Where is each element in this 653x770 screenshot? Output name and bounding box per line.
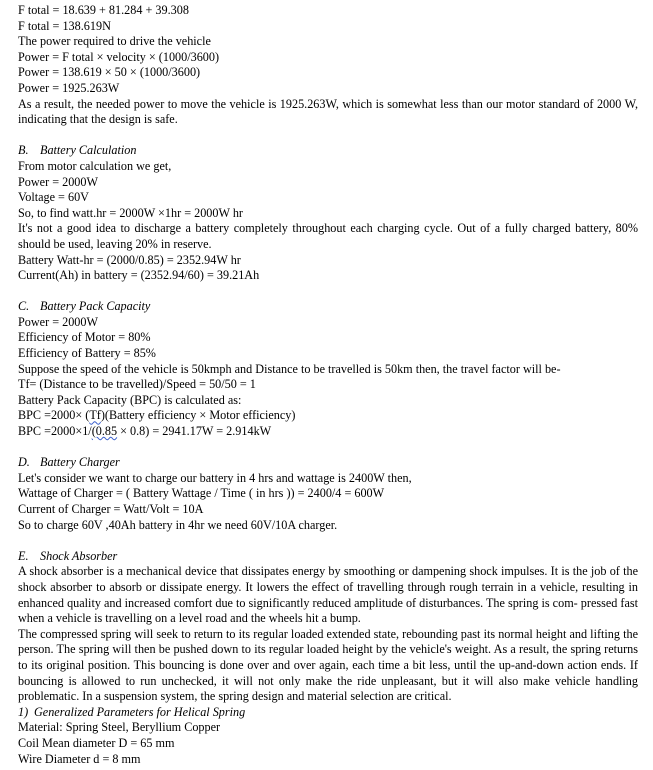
- formula-line: Coil Mean diameter D = 65 mm: [18, 735, 175, 750]
- section-number: D.: [18, 455, 30, 470]
- formula-line: Power = 1925.263W: [18, 80, 120, 95]
- formula-line: Tf= (Distance to be travelled)/Speed = 50/50 = 1: [18, 377, 256, 392]
- section-heading: [18, 455, 638, 471]
- section-heading: [18, 143, 638, 159]
- formula-line: F total = 18.639 + 81.284 + 39.308: [18, 3, 189, 17]
- document-page: [18, 3, 638, 767]
- subsection-number: 1): [18, 704, 29, 719]
- section-number: E.: [18, 548, 29, 563]
- formula-line: Efficiency of Battery = 85%: [18, 346, 156, 361]
- section-title: Battery Calculation: [40, 143, 137, 158]
- section-heading: [18, 299, 638, 315]
- formula-line: Battery Watt-hr = (2000/0.85) = 2352.94W hr: [18, 252, 241, 267]
- shock-absorber-paragraph: A shock absorber is a mechanical device that dissipates energy by smoothing or dampening shock impulses. It is the job of the shock absorber to absorb or dissipate energy. It lowers the effect of travelling through rough terrain in a vehicle, resulting in enhanced quality and increased comfort due to significantly reduced amplitude of disturbances. The spring is com- pressed fast when a vehicle is travelling on a level road and the wheels hit a bump.: [18, 564, 638, 626]
- text-line: Battery Pack Capacity (BPC) is calculated as:: [18, 392, 242, 407]
- formula-line: Power = F total × velocity × (1000/3600): [18, 49, 220, 64]
- power-calculation: [18, 3, 638, 128]
- formula-line: Wattage of Charger = ( Battery Wattage / Time ( in hrs )) = 2400/4 = 600W: [18, 486, 385, 501]
- text-line: So to charge 60V ,40Ah battery in 4hr we need 60V/10A charger.: [18, 517, 338, 532]
- formula-line: Current(Ah) in battery = (2352.94/60) = 39.21Ah: [18, 268, 260, 283]
- bpc-formula-line: BPC =2000× (Tf)(Battery efficiency × Motor efficiency): [18, 408, 296, 423]
- section-number: B.: [18, 143, 29, 158]
- formula-line: Voltage = 60V: [18, 190, 89, 205]
- section-battery-pack-capacity: [18, 299, 638, 439]
- section-battery-charger: [18, 455, 638, 533]
- spellcheck-underline: Tf: [89, 408, 101, 423]
- formula-line: Current of Charger = Watt/Volt = 10A: [18, 502, 204, 516]
- section-heading: [18, 549, 638, 565]
- text-line: Material: Spring Steel, Beryllium Copper: [18, 720, 221, 735]
- formula-line: Wire Diameter d = 8 mm: [18, 751, 141, 766]
- section-shock-absorber: [18, 549, 638, 767]
- text-line: From motor calculation we get,: [18, 158, 172, 173]
- spring-paragraph: The compressed spring will seek to return to its regular loaded extended state, rebounding past its normal height and lifting the person. The spring will then be pushed down to its regular loaded height by the vehicle's weight. As a result, the spring returns to its original position. This bouncing is done over and over again, each time a bit less, until the up-and-down action ends. If bouncing is allowed to run unchecked, it will not only make the ride unpleasant, but it will also make vehicle handling problematic. In a suspension system, the spring design and material selection are critical.: [18, 626, 638, 704]
- formula-line: So, to find watt.hr = 2000W ×1hr = 2000W hr: [18, 205, 243, 220]
- formula-line: Efficiency of Motor = 80%: [18, 330, 151, 345]
- section-title: Battery Charger: [40, 455, 120, 470]
- bpc-result-line: BPC =2000×1/(0.85 × 0.8) = 2941.17W = 2.914kW: [18, 424, 272, 439]
- subsection-heading: [18, 705, 638, 721]
- section-title: Shock Absorber: [40, 548, 118, 563]
- text-line: Let's consider we want to charge our battery in 4 hrs and wattage is 2400W then,: [18, 470, 412, 485]
- text-line: The power required to drive the vehicle: [18, 34, 211, 49]
- formula-line: Power = 2000W: [18, 174, 98, 189]
- formula-line: Power = 138.619 × 50 × (1000/3600): [18, 65, 201, 80]
- text-line: Suppose the speed of the vehicle is 50kmph and Distance to be travelled is 50km then, the travel factor will be-: [18, 361, 561, 376]
- discharge-paragraph: It's not a good idea to discharge a battery completely throughout each charging cycle. Out of a fully charged battery, 80% should be used, leaving 20% in reserve.: [18, 221, 638, 251]
- subsection-title: Generalized Parameters for Helical Spring: [34, 704, 246, 719]
- formula-line: Power = 2000W: [18, 314, 98, 329]
- section-number: C.: [18, 299, 30, 314]
- spellcheck-underline: (0.85: [91, 424, 118, 439]
- section-title: Battery Pack Capacity: [40, 299, 151, 314]
- formula-line: F total = 138.619N: [18, 18, 111, 33]
- section-battery-calculation: [18, 143, 638, 283]
- power-conclusion-paragraph: As a result, the needed power to move the vehicle is 1925.263W, which is somewhat less than our motor standard of 2000 W, indicating that the design is safe.: [18, 96, 638, 127]
